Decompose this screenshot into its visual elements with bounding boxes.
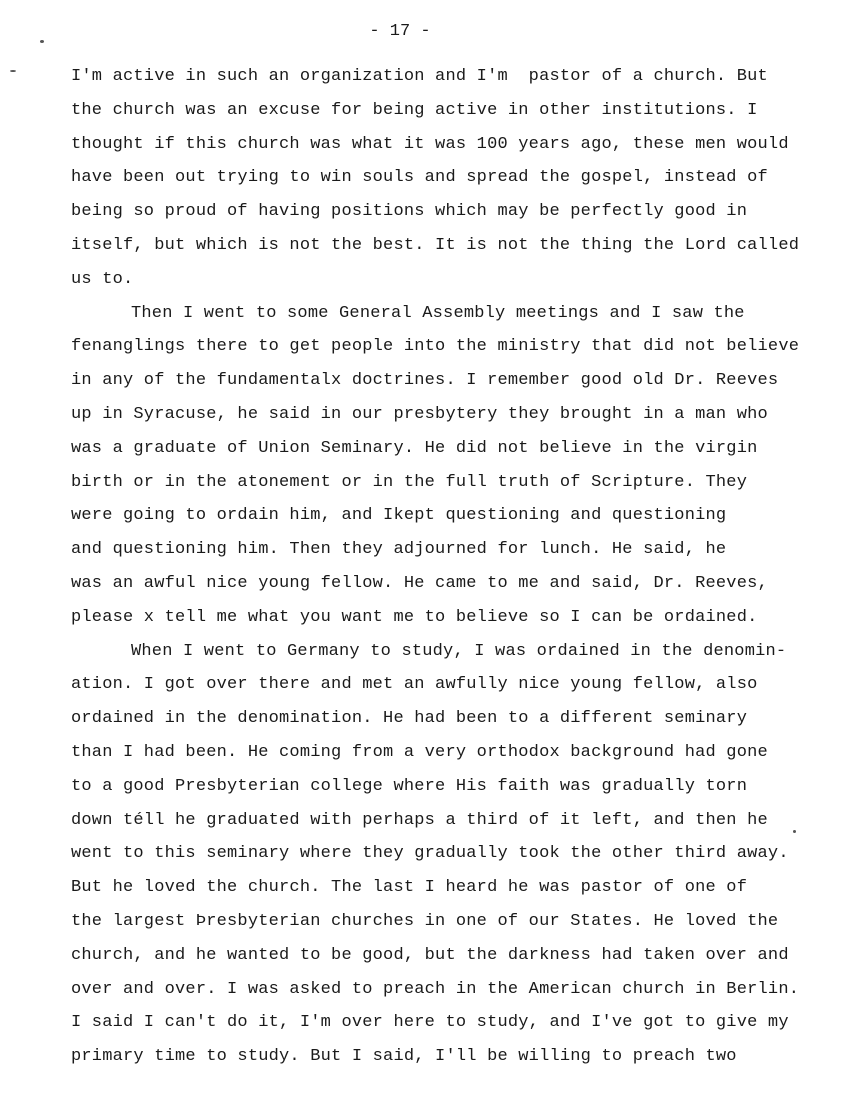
text-line: us to. xyxy=(71,269,134,289)
text-line: in any of the fundamentalx doctrines. I remember good old Dr. Reeves xyxy=(71,371,779,391)
text-line: ordained in the denomination. He had been to a different seminary xyxy=(71,709,748,729)
text-line: were going to ordain him, and Ikept questioning and questioning xyxy=(71,506,727,526)
text-line: the church was an excuse for being active in other institutions. I xyxy=(71,100,758,120)
text-line: ation. I got over there and met an awfully nice young fellow, also xyxy=(71,675,758,695)
text-line: over and over. I was asked to preach in the American church in Berlin. xyxy=(71,979,800,999)
text-line: I said I can't do it, I'm over here to study, and I've got to give my xyxy=(71,1013,789,1033)
text-line: itself, but which is not the best. It is not the thing the Lord called xyxy=(71,236,800,255)
speck-mark xyxy=(40,40,44,43)
text-line: have been out trying to win souls and spread the gospel, instead of xyxy=(71,168,768,188)
text-line: was an awful nice young fellow. He came to me and said, Dr. Reeves, xyxy=(71,574,768,593)
text-line: But he loved the church. The last I heard he was pastor of one of xyxy=(71,878,748,898)
text-line: and questioning him. Then they adjourned for lunch. He said, he xyxy=(71,540,727,560)
text-line: up in Syracuse, he said in our presbytery they brought in a man who xyxy=(71,405,768,424)
text-line: the largest Þresbyterian churches in one of our States. He loved the xyxy=(71,912,779,931)
speck-mark xyxy=(10,70,16,72)
text-line: was a graduate of Union Seminary. He did not believe in the virgin xyxy=(71,438,758,458)
text-line: thought if this church was what it was 100 years ago, these men would xyxy=(71,134,789,154)
text-line: being so proud of having positions which may be perfectly good in xyxy=(71,202,748,222)
text-line: primary time to study. But I said, I'll be willing to preach two xyxy=(71,1047,737,1067)
speck-mark xyxy=(793,830,796,833)
text-line: church, and he wanted to be good, but the darkness had taken over and xyxy=(71,945,789,965)
page-number: - 17 - xyxy=(369,22,431,41)
text-line: than I had been. He coming from a very orthodox background had gone xyxy=(71,743,768,762)
text-line: to a good Presbyterian college where His faith was gradually torn xyxy=(71,776,748,796)
text-line: went to this seminary where they gradually took the other third away. xyxy=(71,844,789,864)
text-line: fenanglings there to get people into the ministry that did not believe xyxy=(71,337,800,357)
text-line: down téll he graduated with perhaps a third of it left, and then he xyxy=(71,810,768,830)
text-line: please x tell me what you want me to believe so I can be ordained. xyxy=(71,607,758,627)
text-line: When I went to Germany to study, I was ordained in the denomin- xyxy=(131,641,787,661)
text-line: birth or in the atonement or in the full truth of Scripture. They xyxy=(71,472,748,492)
text-line: I'm active in such an organization and I'm pastor of a church. But xyxy=(71,67,768,86)
text-line: Then I went to some General Assembly meetings and I saw the xyxy=(131,303,745,323)
